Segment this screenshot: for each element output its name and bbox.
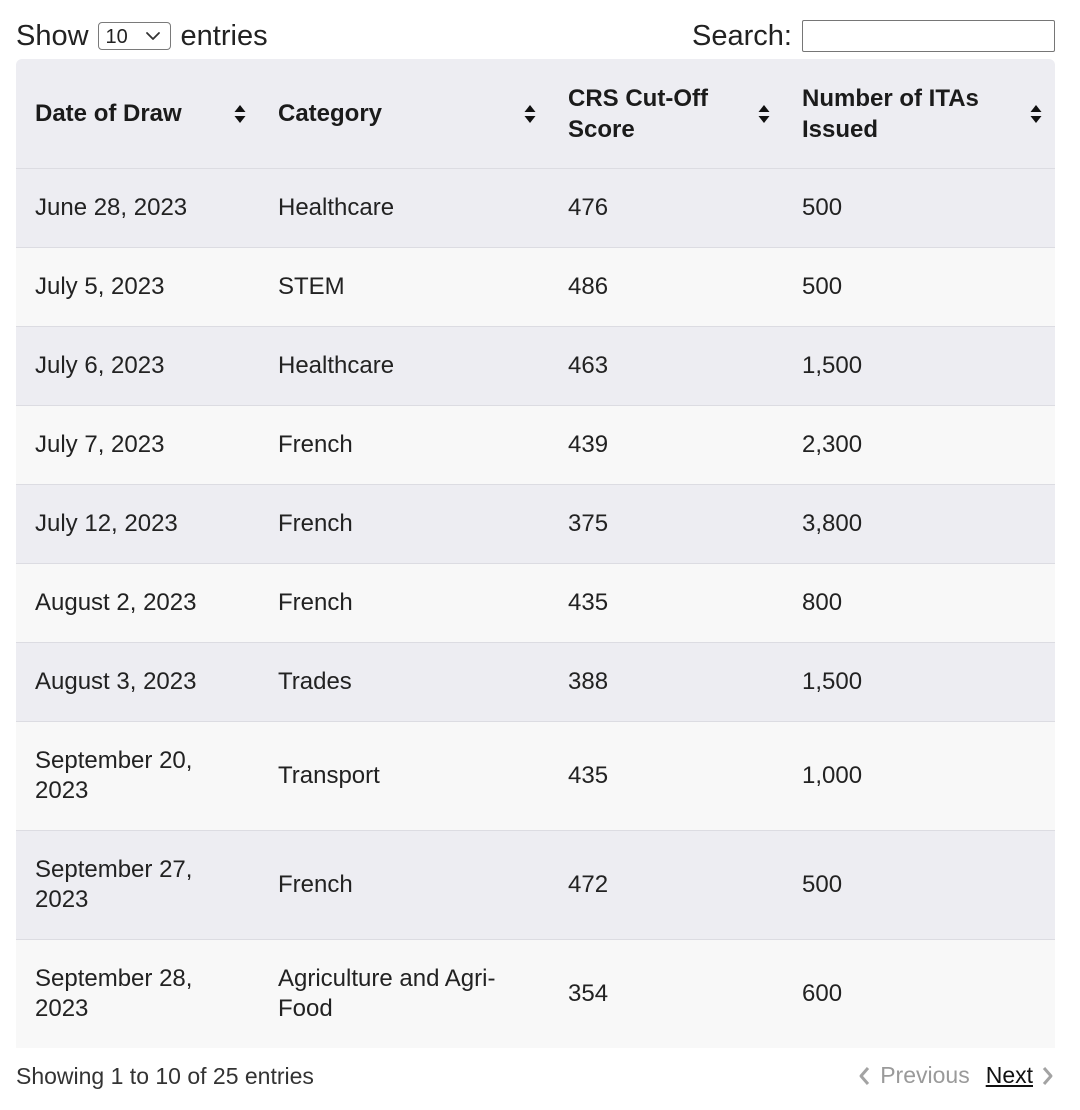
column-header-category[interactable] [259, 59, 549, 169]
cell-score: 375 [549, 485, 783, 564]
column-header-label: CRS Cut-Off Score [568, 84, 708, 143]
cell-date: August 2, 2023 [16, 564, 259, 643]
column-header-itas[interactable] [783, 59, 1055, 169]
chevron-down-icon [144, 27, 162, 45]
show-label: Show [16, 19, 89, 52]
table-header-row [16, 59, 1055, 169]
previous-button[interactable] [857, 1062, 969, 1089]
cell-category: STEM [259, 248, 549, 327]
table-row [16, 722, 1055, 831]
table-row [16, 327, 1055, 406]
column-header-crs-score[interactable] [549, 59, 783, 169]
cell-itas: 500 [783, 248, 1055, 327]
previous-label: Previous [880, 1062, 970, 1088]
cell-itas: 2,300 [783, 406, 1055, 485]
cell-date: July 7, 2023 [16, 406, 259, 485]
cell-score: 354 [549, 940, 783, 1049]
cell-category: French [259, 406, 549, 485]
column-header-label: Date of Draw [35, 100, 182, 127]
sort-icon [233, 103, 247, 125]
next-label: Next [985, 1062, 1033, 1088]
cell-score: 486 [549, 248, 783, 327]
cell-itas: 1,500 [783, 643, 1055, 722]
cell-category: Healthcare [259, 169, 549, 248]
table-row [16, 485, 1055, 564]
cell-date: September 20, 2023 [16, 722, 259, 831]
cell-category: French [259, 564, 549, 643]
sort-icon [757, 103, 771, 125]
cell-score: 439 [549, 406, 783, 485]
entries-length-control [16, 20, 268, 53]
sort-icon [523, 103, 537, 125]
cell-date: September 28, 2023 [16, 940, 259, 1049]
cell-score: 388 [549, 643, 783, 722]
table-row [16, 940, 1055, 1049]
cell-date: June 28, 2023 [16, 169, 259, 248]
cell-itas: 600 [783, 940, 1055, 1049]
chevron-left-icon [857, 1066, 871, 1086]
table-row [16, 643, 1055, 722]
cell-itas: 1,500 [783, 327, 1055, 406]
cell-itas: 800 [783, 564, 1055, 643]
next-button[interactable] [986, 1062, 1055, 1089]
cell-date: September 27, 2023 [16, 831, 259, 940]
cell-date: July 6, 2023 [16, 327, 259, 406]
table-row [16, 406, 1055, 485]
search-control [692, 20, 1055, 53]
entries-select[interactable] [98, 22, 171, 50]
cell-category: Trades [259, 643, 549, 722]
search-label: Search: [692, 19, 792, 52]
cell-itas: 500 [783, 831, 1055, 940]
draws-table [16, 59, 1055, 1048]
cell-date: July 12, 2023 [16, 485, 259, 564]
cell-category: French [259, 485, 549, 564]
cell-date: August 3, 2023 [16, 643, 259, 722]
cell-itas: 500 [783, 169, 1055, 248]
chevron-right-icon [1041, 1066, 1055, 1086]
cell-date: July 5, 2023 [16, 248, 259, 327]
cell-category: Agriculture and Agri-Food [259, 940, 549, 1049]
cell-category: Transport [259, 722, 549, 831]
cell-score: 472 [549, 831, 783, 940]
sort-icon [1029, 103, 1043, 125]
search-input[interactable] [802, 20, 1055, 52]
column-header-label: Number of ITAs Issued [802, 84, 979, 143]
table-row [16, 831, 1055, 940]
column-header-date[interactable] [16, 59, 259, 169]
table-info: Showing 1 to 10 of 25 entries [16, 1063, 314, 1089]
table-controls [16, 14, 1055, 58]
cell-itas: 3,800 [783, 485, 1055, 564]
cell-score: 435 [549, 564, 783, 643]
cell-category: French [259, 831, 549, 940]
table-row [16, 564, 1055, 643]
entries-label: entries [180, 19, 268, 52]
cell-score: 463 [549, 327, 783, 406]
cell-score: 435 [549, 722, 783, 831]
table-row [16, 169, 1055, 248]
entries-select-value: 10 [105, 26, 128, 48]
pagination [857, 1062, 1055, 1089]
cell-category: Healthcare [259, 327, 549, 406]
cell-score: 476 [549, 169, 783, 248]
table-row [16, 248, 1055, 327]
cell-itas: 1,000 [783, 722, 1055, 831]
column-header-label: Category [278, 100, 383, 127]
